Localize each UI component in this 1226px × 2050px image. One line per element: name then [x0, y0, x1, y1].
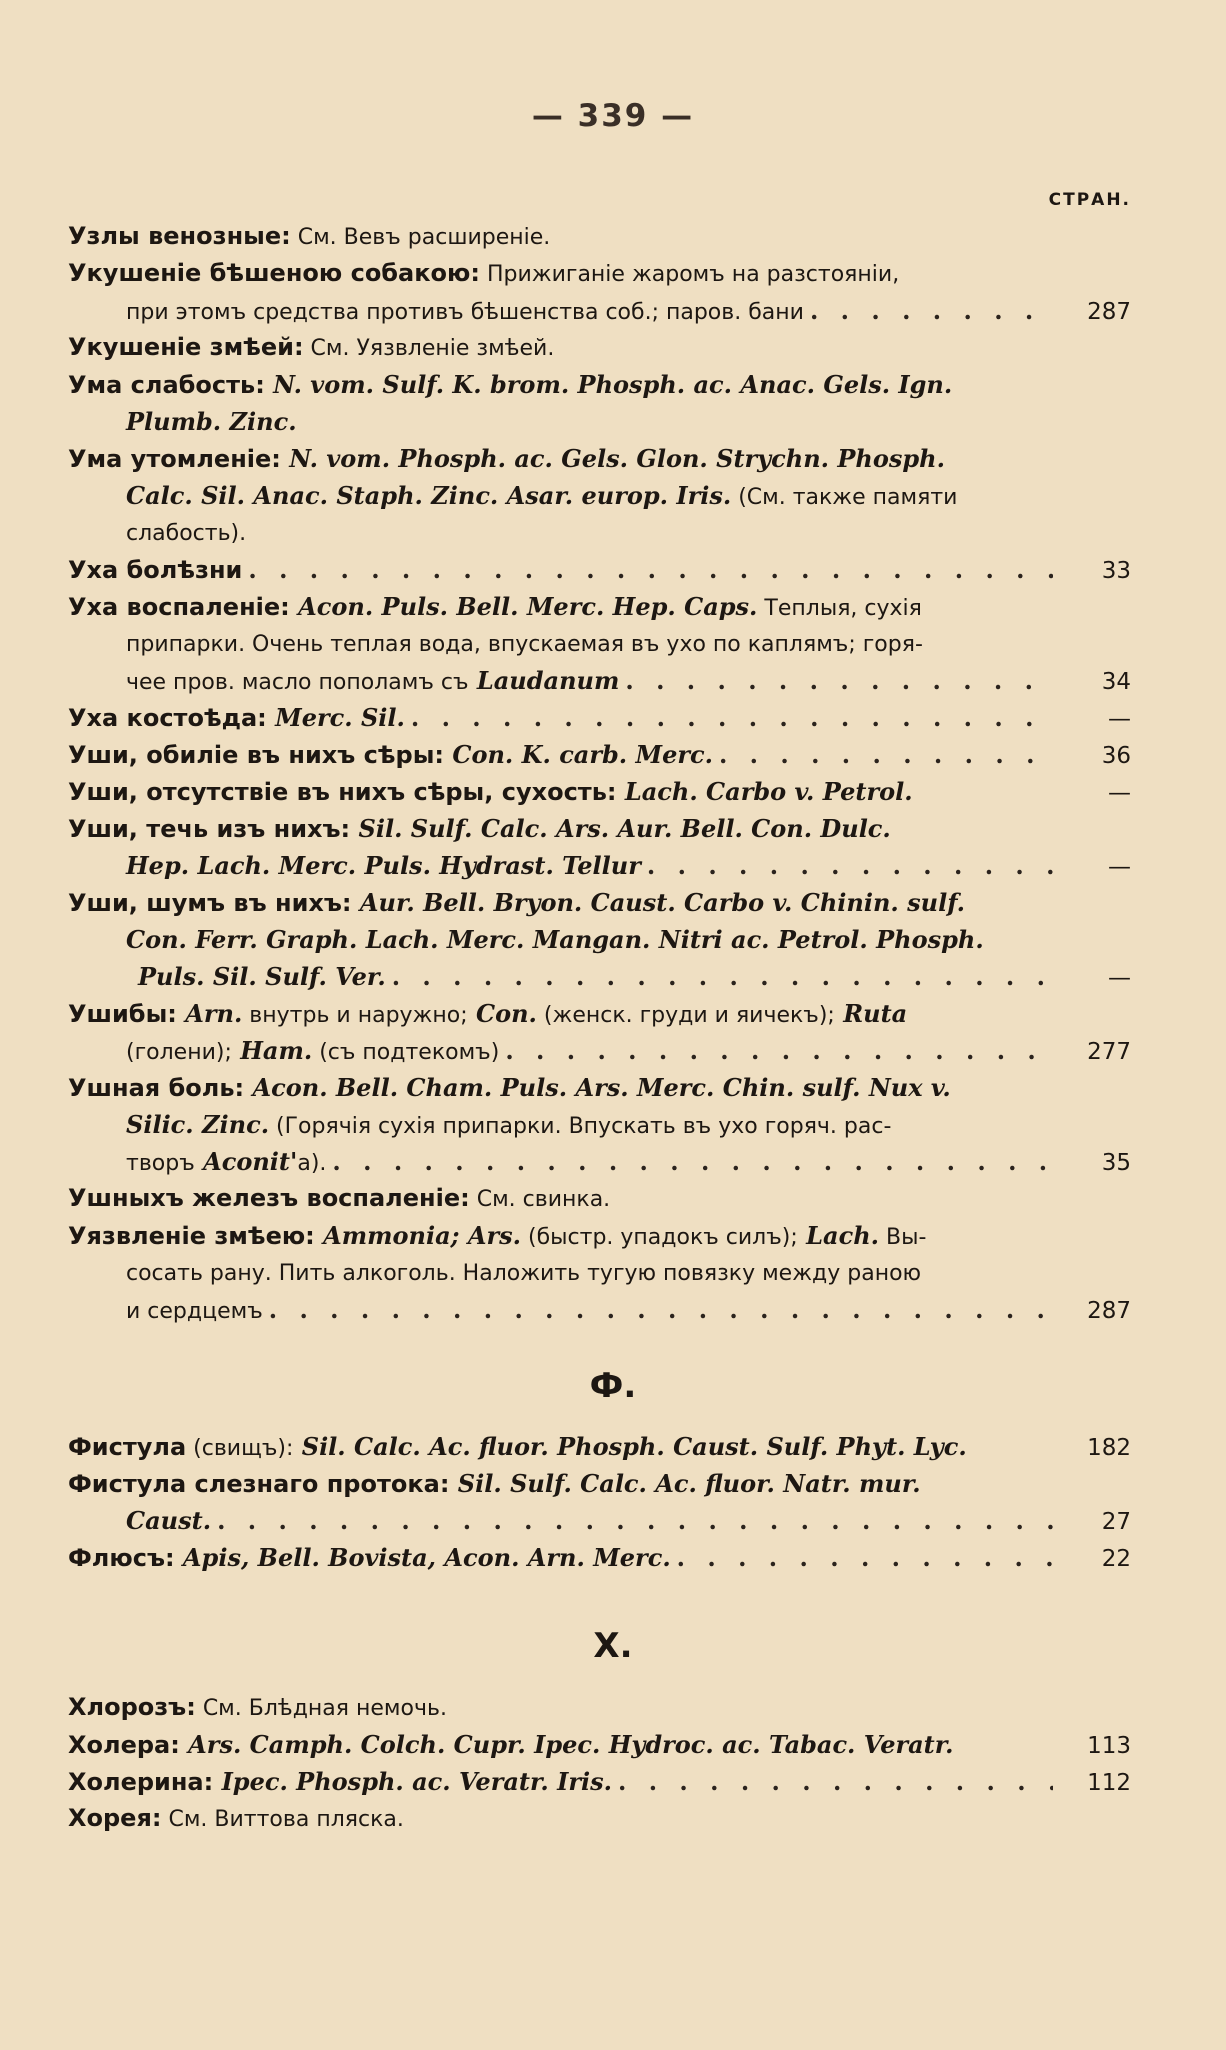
remedy-list: Caust. — [126, 1506, 212, 1535]
page-reference: 287 — [1087, 1298, 1131, 1324]
entry-line — [68, 1143, 1131, 1180]
entry-line — [68, 1291, 1131, 1328]
entry-line-text — [126, 1292, 263, 1330]
entry-line — [68, 218, 1131, 255]
remedy-list: Ruta — [834, 999, 908, 1028]
entry-line-text — [126, 625, 923, 663]
index-entry — [68, 1800, 1131, 1837]
section-letter-h: Х. — [593, 1626, 633, 1666]
entry-line-text — [68, 1180, 610, 1218]
entry-heading: Ума утомленіе: — [68, 445, 281, 473]
entry-heading: Уязвленіе змѣею: — [68, 1222, 315, 1250]
page-reference: — — [1108, 780, 1131, 806]
entry-text: См. Виттова пляска. — [161, 1807, 404, 1832]
entry-line — [68, 699, 1131, 736]
entry-text: Прижиганіе жаромъ на разстояніи, — [479, 262, 900, 287]
dot-leader — [505, 1032, 1053, 1069]
remedy-list: Arn. — [176, 999, 243, 1028]
page-reference: 22 — [1101, 1546, 1131, 1572]
remedy-list: Ammonia; Ars. — [314, 1221, 522, 1250]
entry-line — [68, 255, 1131, 292]
dot-leader — [618, 1763, 1053, 1800]
entry-heading: Узлы венозные: — [68, 222, 291, 250]
entry-line-text — [126, 477, 957, 516]
entry-heading: Хорея: — [68, 1804, 162, 1832]
entry-line — [68, 625, 1131, 662]
remedy-list: Ars. Camph. Colch. Cupr. Ipec. Hydroc. ac. Tabac. Veratr. — [179, 1730, 954, 1759]
entry-text: творъ — [126, 1151, 195, 1176]
remedy-list: N. vom. Sulf. K. brom. Phosph. ac. Anac. Gels. Ign. — [264, 370, 953, 399]
index-entry — [68, 1180, 1131, 1217]
entry-heading: Ума слабость: — [68, 371, 265, 399]
entry-line-text — [68, 1428, 967, 1467]
remedy-list: Aur. Bell. Bryon. Caust. Carbo v. Chinin. sulf. — [351, 888, 966, 917]
remedy-list: Con. Ferr. Graph. Lach. Merc. Mangan. Nitri ac. Petrol. Phosph. — [126, 925, 984, 954]
page-number: — 339 — — [531, 98, 695, 134]
index-entry — [68, 995, 1131, 1069]
dot-leader — [647, 847, 1053, 884]
page-column-header: СТРАН. — [1048, 190, 1131, 210]
entry-line-text — [68, 255, 899, 293]
entry-text: (См. также памяти — [731, 485, 958, 510]
entry-line — [68, 1726, 1131, 1763]
page-reference: 287 — [1087, 299, 1131, 325]
remedy-list: Puls. Sil. Sulf. Ver. — [138, 962, 386, 991]
entry-line-text — [68, 1763, 612, 1801]
remedy-list: Sil. Sulf. Calc. Ac. fluor. Natr. mur. — [449, 1469, 921, 1498]
entry-heading: Уши, шумъ въ нихъ: — [68, 889, 352, 917]
entry-line-text — [68, 773, 913, 811]
entry-line-text — [68, 366, 952, 404]
remedy-list: Sil. Sulf. Calc. Ars. Aur. Bell. Con. Dulc. — [350, 814, 891, 843]
entry-line — [68, 366, 1131, 403]
index-section-u — [68, 218, 1131, 1328]
entry-line — [68, 551, 1131, 588]
index-entry — [68, 736, 1131, 773]
page-reference: 33 — [1101, 558, 1131, 584]
entry-text: Теплыя, сухія — [757, 596, 922, 621]
index-entry — [68, 1069, 1131, 1180]
remedy-list: Acon. Puls. Bell. Merc. Hep. Caps. — [289, 592, 758, 621]
page-reference: 35 — [1101, 1150, 1131, 1176]
entry-text: внутрь и наружно; — [242, 1003, 468, 1028]
page-reference: 27 — [1101, 1509, 1131, 1535]
page-reference: 182 — [1087, 1435, 1131, 1461]
entry-line — [68, 329, 1131, 366]
dot-leader — [411, 699, 1053, 736]
entry-line — [68, 736, 1131, 773]
remedy-list: Apis, Bell. Bovista, Acon. Arn. Merc. — [174, 1543, 671, 1572]
entry-line-text — [68, 995, 907, 1034]
entry-line — [68, 292, 1131, 329]
entry-line-text — [68, 1689, 447, 1727]
entry-line-text — [68, 588, 922, 627]
entry-line — [68, 847, 1131, 884]
remedy-list: Con. — [467, 999, 537, 1028]
dot-leader — [392, 958, 1053, 995]
index-entry — [68, 440, 1131, 551]
dot-leader — [269, 1291, 1053, 1328]
entry-heading: Фистула — [68, 1433, 187, 1461]
dot-leader — [332, 1143, 1053, 1180]
remedy-list: Ham. — [231, 1036, 313, 1065]
remedy-list: Silic. Zinc. — [126, 1110, 270, 1139]
entry-heading: Ушная боль: — [68, 1074, 245, 1102]
entry-line-text — [68, 552, 242, 589]
dot-leader — [677, 1539, 1053, 1576]
entry-line — [68, 662, 1131, 699]
index-entry — [68, 588, 1131, 699]
entry-heading: Ушныхъ железъ воспаленіе: — [68, 1184, 470, 1212]
entry-line-text — [126, 1254, 921, 1292]
entry-line — [68, 514, 1131, 551]
entry-heading: Уши, течь изъ нихъ: — [68, 815, 351, 843]
entry-text: припарки. Очень теплая вода, впускаемая въ ухо по каплямъ; горя- — [126, 632, 923, 657]
entry-heading: Уха воспаленіе: — [68, 593, 290, 621]
entry-line — [68, 1763, 1131, 1800]
entry-line — [68, 1032, 1131, 1069]
entry-heading: Хлорозъ: — [68, 1693, 196, 1721]
index-entry — [68, 884, 1131, 995]
entry-heading: Укушеніе змѣей: — [68, 333, 304, 361]
entry-line — [68, 995, 1131, 1032]
index-entry — [68, 1217, 1131, 1328]
entry-line — [68, 1539, 1131, 1576]
entry-text: сосать рану. Пить алкоголь. Наложить тугую повязку между раною — [126, 1261, 922, 1286]
entry-line — [68, 1254, 1131, 1291]
entry-line — [68, 1217, 1131, 1254]
section-letter-f: Ф. — [589, 1366, 637, 1406]
remedy-list: Lach. Carbo v. Petrol. — [616, 777, 913, 806]
entry-text: (быстр. упадокъ силъ); — [521, 1225, 798, 1250]
entry-line-text — [126, 1106, 891, 1145]
index-section-f — [68, 1428, 1131, 1576]
entry-line-text — [68, 1800, 404, 1838]
entry-line-text — [68, 884, 965, 922]
entry-line — [68, 884, 1131, 921]
remedy-list: Con. K. carb. Merc. — [444, 740, 713, 769]
remedy-list: Calc. Sil. Anac. Staph. Zinc. Asar. europ. Iris. — [126, 481, 732, 510]
entry-text: Вы- — [879, 1225, 927, 1250]
entry-line-text — [138, 958, 386, 996]
entry-heading: Фистула слезнаго протока: — [68, 1470, 450, 1498]
entry-heading: Ушибы: — [68, 1000, 177, 1028]
entry-line-text — [68, 218, 550, 256]
index-entry — [68, 1763, 1131, 1800]
entry-line-text — [68, 1217, 926, 1256]
entry-line-text — [68, 810, 891, 848]
entry-text: См. свинка. — [469, 1187, 611, 1212]
entry-line — [68, 773, 1131, 810]
entry-line — [68, 1800, 1131, 1837]
entry-line-text — [126, 1143, 326, 1182]
page-reference: — — [1108, 854, 1131, 880]
entry-heading: Укушеніе бѣшеною собакою: — [68, 259, 480, 287]
entry-line-text — [68, 1465, 921, 1503]
entry-text: См. Вевъ расширеніе. — [290, 225, 551, 250]
entry-heading: Холерина: — [68, 1768, 214, 1796]
entry-line-text — [126, 921, 984, 959]
entry-line-text — [126, 662, 619, 701]
entry-heading: Уши, обиліе въ нихъ сѣры: — [68, 741, 444, 769]
index-entry — [68, 1539, 1131, 1576]
dot-leader — [810, 292, 1053, 329]
entry-line — [68, 588, 1131, 625]
entry-line-text — [126, 514, 246, 552]
entry-text: (свищъ): — [186, 1436, 294, 1461]
entry-text: слабость). — [126, 521, 247, 546]
page-reference: — — [1108, 706, 1131, 732]
index-entry — [68, 1726, 1131, 1763]
entry-line — [68, 1106, 1131, 1143]
index-entry — [68, 810, 1131, 884]
index-section-h — [68, 1689, 1131, 1837]
entry-line-text — [68, 1069, 951, 1107]
entry-line — [68, 477, 1131, 514]
entry-line-text — [68, 1726, 954, 1764]
entry-text: См. Блѣдная немочь. — [195, 1696, 447, 1721]
dot-leader — [625, 662, 1053, 699]
entry-text: См. Уязвленіе змѣей. — [303, 336, 555, 361]
entry-line — [68, 958, 1131, 995]
page-reference: 36 — [1101, 743, 1131, 769]
entry-line-text — [126, 847, 641, 885]
entry-text: и сердцемъ — [126, 1299, 263, 1324]
entry-line-text — [126, 293, 804, 331]
entry-text: (Горячія сухія припарки. Впускать въ ухо горяч. рас- — [269, 1114, 892, 1139]
index-entry — [68, 218, 1131, 255]
entry-heading: Уха костоѣда: — [68, 704, 267, 732]
entry-heading: Флюсъ: — [68, 1544, 175, 1572]
remedy-list: Merc. Sil. — [266, 703, 405, 732]
entry-text: (съ подтекомъ) — [312, 1040, 500, 1065]
index-entry — [68, 551, 1131, 588]
entry-text: чее пров. масло пополамъ съ — [126, 670, 469, 695]
entry-line-text — [126, 1502, 211, 1540]
entry-line — [68, 440, 1131, 477]
entry-line — [68, 1428, 1131, 1465]
dot-leader — [248, 551, 1053, 588]
dot-leader — [719, 736, 1053, 773]
entry-text: (женск. груди и яичекъ); — [536, 1003, 835, 1028]
index-entry — [68, 255, 1131, 329]
entry-line-text — [126, 403, 297, 441]
remedy-list: N. vom. Phosph. ac. Gels. Glon. Strychn. Phosph. — [280, 444, 945, 473]
entry-text: а). — [297, 1151, 327, 1176]
entry-line-text — [68, 699, 405, 737]
page-reference: 112 — [1087, 1770, 1131, 1796]
index-entry — [68, 1465, 1131, 1539]
remedy-list: Aconit' — [194, 1147, 298, 1176]
remedy-list: Laudanum — [468, 666, 620, 695]
entry-line-text — [68, 1539, 671, 1577]
remedy-list: Lach. — [797, 1221, 879, 1250]
remedy-list: Acon. Bell. Cham. Puls. Ars. Merc. Chin. sulf. Nux v. — [244, 1073, 951, 1102]
entry-line — [68, 1465, 1131, 1502]
entry-heading: Холера: — [68, 1731, 180, 1759]
page-reference: 34 — [1101, 669, 1131, 695]
remedy-list: Hep. Lach. Merc. Puls. Hydrast. Tellur — [126, 851, 641, 880]
remedy-list: Sil. Calc. Ac. fluor. Phosph. Caust. Sulf. Phyt. Lyc. — [293, 1432, 967, 1461]
page-reference: 277 — [1087, 1039, 1131, 1065]
entry-line — [68, 403, 1131, 440]
index-entry — [68, 366, 1131, 440]
entry-line-text — [126, 1032, 499, 1071]
entry-text: при этомъ средства противъ бѣшенства соб.; паров. бани — [126, 300, 804, 325]
index-entry — [68, 699, 1131, 736]
entry-line — [68, 1180, 1131, 1217]
entry-heading: Уши, отсутствіе въ нихъ сѣры, сухость: — [68, 778, 617, 806]
entry-line — [68, 810, 1131, 847]
index-entry — [68, 1689, 1131, 1726]
index-entry — [68, 1428, 1131, 1465]
page-reference: — — [1108, 965, 1131, 991]
entry-heading: Уха болѣзни — [68, 556, 243, 584]
entry-line — [68, 1502, 1131, 1539]
entry-line — [68, 1689, 1131, 1726]
entry-line — [68, 1069, 1131, 1106]
remedy-list: Ipec. Phosph. ac. Veratr. Iris. — [213, 1767, 612, 1796]
entry-line-text — [68, 329, 554, 367]
remedy-list: Plumb. Zinc. — [126, 407, 297, 436]
entry-line — [68, 921, 1131, 958]
entry-text: (голени); — [126, 1040, 232, 1065]
entry-line-text — [68, 736, 713, 774]
dot-leader — [217, 1502, 1053, 1539]
entry-line-text — [68, 440, 945, 478]
page-reference: 113 — [1087, 1733, 1131, 1759]
index-entry — [68, 329, 1131, 366]
index-entry — [68, 773, 1131, 810]
